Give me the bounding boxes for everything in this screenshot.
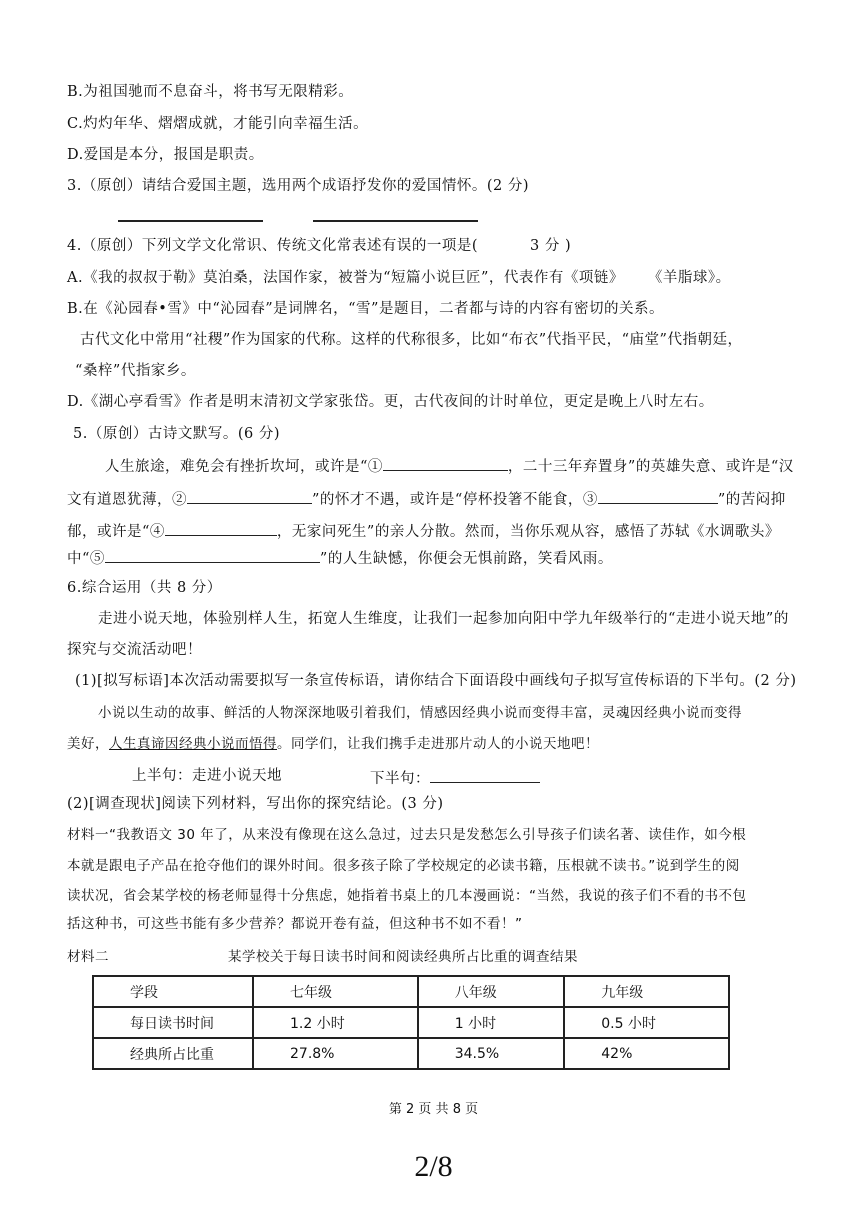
- question-4-stem: [67, 238, 571, 255]
- q5-l4b: ”的人生缺憾，你便会无惧前路，笑看风雨。: [319, 551, 613, 567]
- material-2-label: 材料二: [67, 949, 109, 965]
- slogan-lower-label: 下半句：: [370, 771, 430, 787]
- answer-blank-2: [313, 220, 478, 222]
- page-footer: 第 2 页 共 8 页: [388, 1102, 479, 1117]
- material-1-line-4: 括这种书，可这些书能有多少营养？都说开卷有益，但这种书不如不看！”: [67, 916, 523, 932]
- table-cell: 经典所占比重: [93, 1038, 253, 1069]
- fill-blank-3[interactable]: [598, 489, 718, 504]
- q5-l1b: ，二十三年弃置身”的英雄失意、或许是“汉: [507, 459, 794, 475]
- q6-intro-1: 走进小说天地，体验别样人生，拓宽人生维度，让我们一起参加向阳中学九年级举行的“走进小说天地”的: [98, 611, 789, 627]
- slogan-upper: 上半句：走进小说天地: [132, 768, 282, 784]
- survey-table: [92, 975, 730, 1070]
- material-1-line-3: 读状况，省会某学校的杨老师显得十分焦虑，她指着书桌上的几本漫画说：“当然，我说的孩子们不看的书不包: [67, 888, 747, 904]
- q4-stem-text: 4.（原创）下列文学文化常识、传统文化常表述有误的一项是(: [67, 238, 478, 254]
- question-3: 3.（原创）请结合爱国主题，选用两个成语抒发你的爱国情怀。(2 分): [67, 178, 529, 194]
- underlined-sentence: 人生真谛因经典小说而悟得: [109, 736, 277, 752]
- q4-a-text: A.《我的叔叔于勒》莫泊桑，法国作家，被誉为“短篇小说巨匠”，代表作有《项链》: [67, 270, 624, 286]
- q5-line-2: [67, 489, 786, 509]
- q6-intro-2: 探究与交流活动吧！: [67, 642, 202, 658]
- q5-l2a: 文有道恩犹薄，②: [67, 492, 187, 508]
- answer-blank-1: [118, 220, 263, 222]
- q4-option-b: B.在《沁园春•雪》中“沁园春”是词牌名，“雪”是题目，二者都与诗的内容有密切的关系。: [67, 301, 664, 317]
- q4-option-c-line1: 古代文化中常用“社稷”作为国家的代称。这样的代称很多，比如“布衣”代指平民，“庙堂”代指朝廷，: [80, 332, 743, 348]
- fill-blank-1[interactable]: [383, 456, 508, 471]
- table-header-cell: 九年级: [564, 976, 729, 1007]
- table-cell: 1.2 小时: [253, 1007, 418, 1038]
- q5-l3b: ，无家问死生”的亲人分散。然而，当你乐观从容，感悟了苏轼《水调歌头》: [276, 524, 780, 540]
- q5-l4a: 中“⑤: [67, 551, 105, 567]
- slogan-lower: [370, 768, 540, 788]
- question-5-title: 5.（原创）古诗文默写。(6 分): [73, 426, 280, 442]
- q5-line-3: [67, 521, 780, 541]
- table-cell: 27.8%: [253, 1038, 418, 1069]
- q4-option-d: D.《湖心亭看雪》作者是明末清初文学家张岱。更，古代夜间的计时单位，更定是晚上八时左右。: [67, 394, 714, 410]
- option-d: D.爱国是本分，报国是职责。: [67, 147, 264, 163]
- q4-score: 3 分 ): [530, 238, 572, 254]
- fill-blank-2[interactable]: [187, 489, 312, 504]
- q6-passage-2: [67, 736, 599, 752]
- q6-passage-2a: 美好，: [67, 736, 109, 752]
- page-indicator: 2/8: [414, 1150, 453, 1183]
- fill-blank-4[interactable]: [165, 521, 277, 536]
- option-b: B.为祖国驰而不息奋斗，将书写无限精彩。: [67, 84, 354, 100]
- q5-l2b: ”的怀才不遇，或许是“停杯投箸不能食，③: [312, 492, 598, 508]
- table-cell: 每日读书时间: [93, 1007, 253, 1038]
- q4-option-c-line2: “桑梓”代指家乡。: [75, 363, 196, 379]
- table-cell: 34.5%: [418, 1038, 565, 1069]
- material-2-title: 某学校关于每日读书时间和阅读经典所占比重的调查结果: [228, 949, 578, 965]
- q6-passage-2b: 。同学们，让我们携手走进那片动人的小说天地吧！: [277, 736, 599, 752]
- table-cell: 1 小时: [418, 1007, 565, 1038]
- q5-line-1: [105, 456, 794, 476]
- table-header-cell: 学段: [93, 976, 253, 1007]
- q5-l2c: ”的苦闷抑: [717, 492, 786, 508]
- q4-option-a: [67, 270, 731, 287]
- q5-l3a: 郁，或许是“④: [67, 524, 165, 540]
- q6-part-2: (2)[调查现状]阅读下列材料，写出你的探究结论。(3 分): [67, 796, 444, 812]
- option-c: C.灼灼年华、熠熠成就，才能引向幸福生活。: [67, 116, 369, 132]
- fill-blank-5[interactable]: [105, 548, 320, 563]
- table-cell: 42%: [564, 1038, 729, 1069]
- table-header-cell: 八年级: [418, 976, 565, 1007]
- table-row: [93, 1007, 729, 1038]
- q5-l1a: 人生旅途，难免会有挫折坎坷，或许是“①: [105, 459, 383, 475]
- table-header-row: [93, 976, 729, 1007]
- material-1-line-2: 本就是跟电子产品在抢夺他们的课外时间。很多孩子除了学校规定的必读书籍，压根就不读书。”说到学生的阅: [67, 858, 740, 874]
- q6-part-1: (1)[拟写标语]本次活动需要拟写一条宣传标语，请你结合下面语段中画线句子拟写宣传标语的下半句。(2 分): [75, 673, 797, 689]
- question-6-title: 6.综合运用（共 8 分）: [67, 580, 222, 596]
- table-cell: 0.5 小时: [564, 1007, 729, 1038]
- table-header-cell: 七年级: [253, 976, 418, 1007]
- slogan-answer-blank[interactable]: [430, 768, 540, 783]
- q5-line-4: [67, 548, 613, 568]
- material-1-line-1: 材料一“我教语文 30 年了，从来没有像现在这么急过，过去只是发愁怎么引导孩子们读名著、读佳作，如今根: [67, 827, 747, 843]
- table-row: [93, 1038, 729, 1069]
- q6-passage-1: 小说以生动的故事、鲜活的人物深深地吸引着我们，情感因经典小说而变得丰富，灵魂因经典小说而变得: [98, 705, 742, 721]
- q4-a-tail: 《羊脂球》。: [647, 270, 731, 286]
